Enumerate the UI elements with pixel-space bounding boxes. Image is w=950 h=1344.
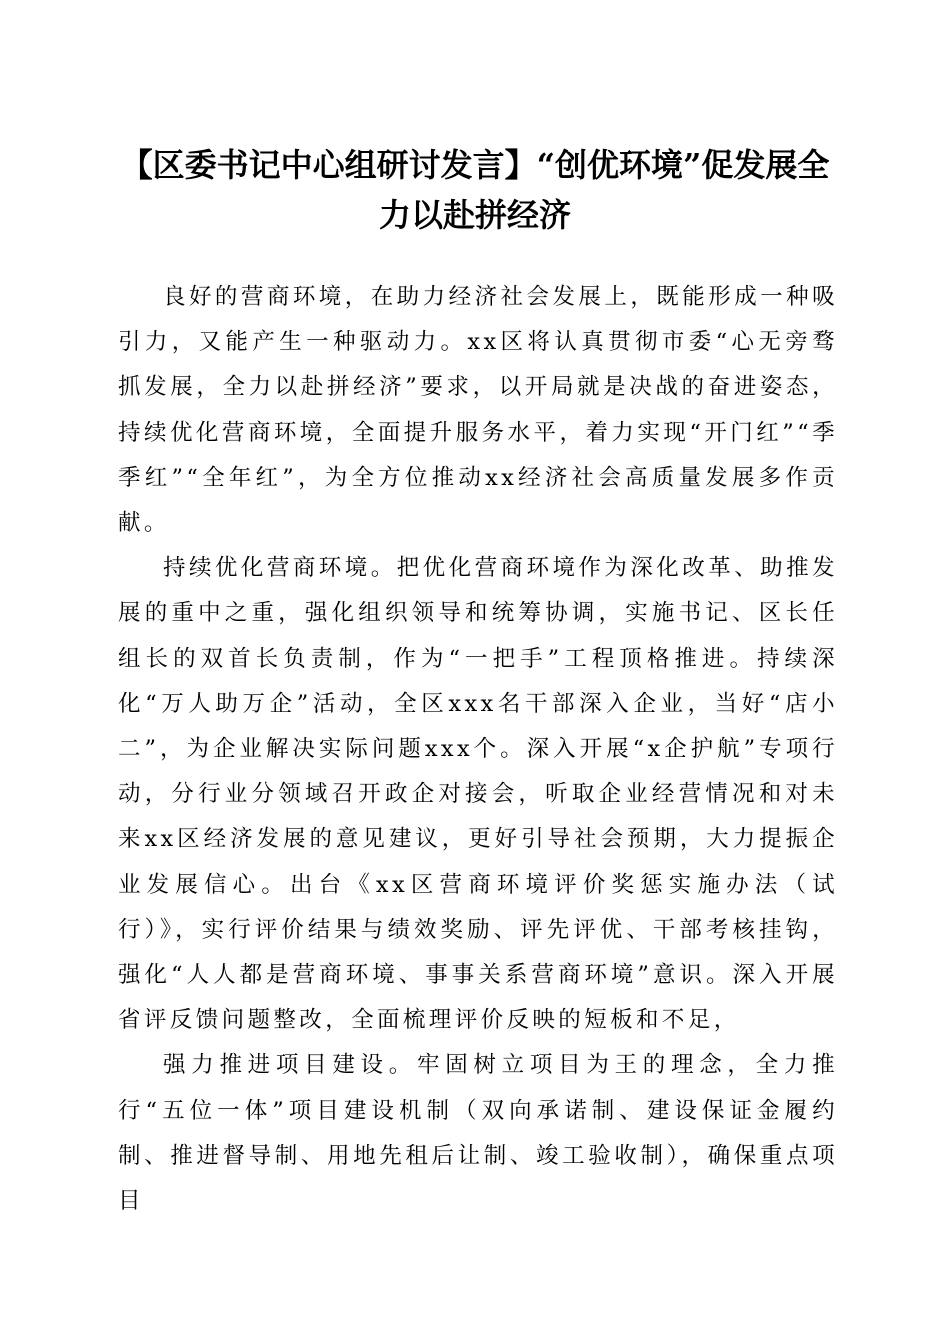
paragraph: 良好的营商环境，在助力经济社会发展上，既能形成一种吸引力，又能产生一种驱动力。xx区将认真贯彻市委“心无旁骛抓发展，全力以赴拼经济”要求，以开局就是决战的奋进姿态，持续优化营商环境，全面提升服务水平，着力实现“开门红”“季季红”“全年红”，为全方位推动xx经济社会高质量发展多作贡献。 — [118, 284, 838, 537]
paragraph: 强力推进项目建设。牢固树立项目为王的理念，全力推行“五位一体”项目建设机制（双向承诺制、建设保证金履约制、推进督导制、用地先租后让制、竣工验收制），确保重点项目 — [118, 1052, 838, 1215]
paragraph: 持续优化营商环境。把优化营商环境作为深化改革、助推发展的重中之重，强化组织领导和统筹协调，实施书记、区长任组长的双首长负责制，作为“一把手”工程顶格推进。持续深化“万人助万企”活动，全区xxx名干部深入企业，当好“店小二”，为企业解决实际问题xxx个。深入开展“x企护航”专项行动，分行业分领域召开政企对接会，听取企业经营情况和对未来xx区经济发展的意见建议，更好引导社会预期，大力提振企业发展信心。出台《xx区营商环境评价奖惩实施办法（试行）》，实行评价结果与绩效奖励、评先评优、干部考核挂钩，强化“人人都是营商环境、事事关系营商环境”意识。深入开展省评反馈问题整改，全面梳理评价反映的短板和不足， — [118, 555, 838, 1034]
document-title: 【区委书记中心组研讨发言】“创优环境”促发展全力以赴拼经济 — [120, 146, 830, 234]
document-body — [118, 275, 838, 1224]
